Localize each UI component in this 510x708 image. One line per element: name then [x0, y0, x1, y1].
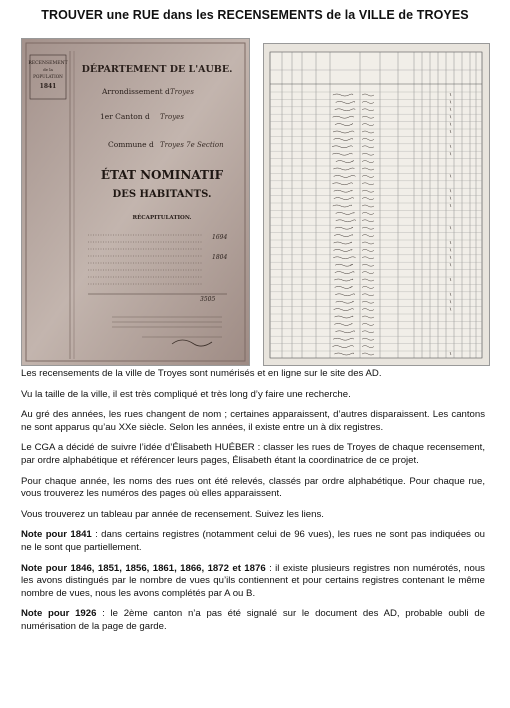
paragraph: [21, 563, 485, 601]
paragraph-text: Au gré des années, les rues changent de nom ; certaines apparaissent, d’autres disparaissent. Les cantons ne sont apparus qu’au XXe siècle. Selon les années, il existe entre un à dix registres.: [21, 409, 485, 433]
cover-commune-label: Commune d: [108, 140, 154, 149]
body-text: [21, 368, 485, 642]
cover-commune-value: Troyes 7e Section: [160, 141, 224, 149]
cover-header-line: de la: [43, 67, 53, 72]
cover-heading-2: DES HABITANTS.: [112, 189, 212, 200]
paragraph: [21, 529, 485, 554]
cover-heading-1: ÉTAT NOMINATIF: [100, 168, 224, 182]
paragraph: [21, 409, 485, 434]
paragraph-note-label: Note pour 1846, 1851, 1856, 1861, 1866, 1872 et 1876: [21, 562, 266, 574]
paragraph-text: : dans certains registres (notamment celui de 96 vues), les rues ne sont pas indiquées ou ne le sont que partiellement.: [21, 529, 486, 553]
cover-recap-value: 1804: [212, 254, 228, 261]
cover-canton-label: 1er Canton d: [100, 112, 150, 121]
cover-header-year: 1841: [39, 83, 57, 90]
paragraph-note-label: Note pour 1841: [21, 529, 92, 541]
page-title: TROUVER une RUE dans les RECENSEMENTS de la VILLE de TROYES: [41, 8, 469, 22]
cover-recap-value: 1694: [212, 234, 228, 241]
paragraph-text: Les recensements de la ville de Troyes sont numérisés et en ligne sur le site des AD.: [21, 368, 382, 379]
cover-arrondissement-label: Arrondissement d: [102, 87, 170, 96]
paragraph-text: Le CGA a décidé de suivre l’idée d’Élisabeth HUÉBER : classer les rues de Troyes de chaque recensement, par ordre alphabétique et référencer leurs pages, Élisabeth étant la coordinatrice de ce projet.: [21, 442, 485, 466]
paragraph-text: : il existe plusieurs registres non numérotés, nous les avons distingués par le nombre de vues qu’ils contiennent et pour certains registres contenant le même nombre de vues, nous les avons complétés par A ou B.: [21, 562, 485, 599]
cover-canton-value: Troyes: [160, 113, 184, 121]
paragraph: [21, 608, 485, 633]
paragraph-text: Vu la taille de la ville, il est très compliqué et très long d’y faire une recherche.: [21, 388, 351, 400]
paragraph-note-label: Note pour 1926: [21, 608, 97, 620]
cover-recap-value: 3505: [200, 296, 216, 303]
cover-header-line: RECENSEMENT: [28, 61, 68, 66]
paragraph: [21, 442, 485, 467]
census-cover-photo: [21, 38, 250, 366]
paragraph-text: Vous trouverez un tableau par année de recensement. Suivez les liens.: [21, 508, 324, 520]
cover-recap-label: RÉCAPITULATION.: [132, 215, 192, 221]
cover-header-line: POPULATION: [33, 74, 63, 79]
paragraph: [21, 509, 485, 522]
paragraph: [21, 368, 485, 381]
cover-department: DÉPARTEMENT DE L'AUBE.: [81, 64, 233, 75]
paragraph: [21, 476, 485, 501]
paragraph: [21, 389, 485, 402]
paragraph-text: Pour chaque année, les noms des rues ont été relevés, classés par ordre alphabétique. Pour chaque rue, vous trouverez les numéros des pages où elles apparaissent.: [21, 475, 485, 500]
census-table-photo: [263, 43, 490, 366]
cover-arrondissement-value: Troyes: [170, 88, 194, 96]
paragraph-text: : le 2ème canton n’a pas été signalé sur le document des AD, probable oubli de numérisation de la page de garde.: [21, 608, 485, 632]
